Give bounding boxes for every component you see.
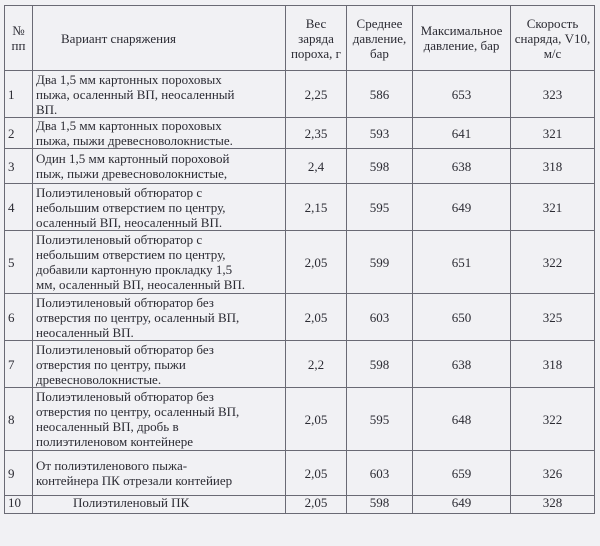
table-header-row bbox=[5, 6, 595, 71]
header-average-pressure: Среднее давление, бар bbox=[347, 6, 413, 71]
row-avg-pressure: 599 bbox=[347, 231, 413, 294]
row-velocity: 328 bbox=[511, 496, 595, 514]
header-charge-weight: Вес заряда пороха, г bbox=[286, 6, 347, 71]
row-max-pressure: 638 bbox=[413, 149, 511, 184]
table-row bbox=[5, 71, 595, 118]
table-row bbox=[5, 118, 595, 149]
row-charge: 2,25 bbox=[286, 71, 347, 118]
row-number: 2 bbox=[5, 118, 33, 149]
row-number: 8 bbox=[5, 388, 33, 451]
table-row bbox=[5, 388, 595, 451]
row-max-pressure: 653 bbox=[413, 71, 511, 118]
row-velocity: 323 bbox=[511, 71, 595, 118]
row-number: 4 bbox=[5, 184, 33, 231]
header-num: № пп bbox=[5, 6, 33, 71]
table-row bbox=[5, 341, 595, 388]
row-max-pressure: 649 bbox=[413, 496, 511, 514]
row-velocity: 318 bbox=[511, 341, 595, 388]
row-charge: 2,05 bbox=[286, 231, 347, 294]
row-number: 10 bbox=[5, 496, 33, 514]
row-max-pressure: 641 bbox=[413, 118, 511, 149]
row-velocity: 326 bbox=[511, 451, 595, 496]
row-avg-pressure: 598 bbox=[347, 149, 413, 184]
row-charge: 2,15 bbox=[286, 184, 347, 231]
row-number: 7 bbox=[5, 341, 33, 388]
row-number: 5 bbox=[5, 231, 33, 294]
row-charge: 2,05 bbox=[286, 496, 347, 514]
row-charge: 2,05 bbox=[286, 388, 347, 451]
row-avg-pressure: 595 bbox=[347, 184, 413, 231]
header-velocity: Скорость снаряда, V10, м/с bbox=[511, 6, 595, 71]
row-charge: 2,2 bbox=[286, 341, 347, 388]
row-variant: Полиэтиленовый ПК bbox=[33, 496, 286, 514]
row-avg-pressure: 598 bbox=[347, 341, 413, 388]
row-max-pressure: 651 bbox=[413, 231, 511, 294]
row-max-pressure: 659 bbox=[413, 451, 511, 496]
row-max-pressure: 649 bbox=[413, 184, 511, 231]
row-velocity: 321 bbox=[511, 184, 595, 231]
row-variant: Полиэтиленовый обтюратор с небольшим отверстием по центру, осаленный ВП, неосаленный ВП. bbox=[33, 184, 286, 231]
row-max-pressure: 650 bbox=[413, 294, 511, 341]
row-variant: От полиэтиленового пыжа- контейнера ПК отрезали контейиер bbox=[33, 451, 286, 496]
row-avg-pressure: 586 bbox=[347, 71, 413, 118]
table-row bbox=[5, 149, 595, 184]
row-number: 1 bbox=[5, 71, 33, 118]
table-row bbox=[5, 184, 595, 231]
header-max-pressure: Максимальное давление, бар bbox=[413, 6, 511, 71]
table-row bbox=[5, 451, 595, 496]
row-number: 6 bbox=[5, 294, 33, 341]
row-number: 9 bbox=[5, 451, 33, 496]
row-variant: Полиэтиленовый обтюратор без отверстия по центру, осаленный ВП, неосаленный ВП, дробь в полиэтиленовом контейнере bbox=[33, 388, 286, 451]
header-variant: Вариант снаряжения bbox=[33, 6, 286, 71]
row-variant: Полиэтиленовый обтюратор с небольшим отверстием по центру, добавили картонную прокладку 1,5 мм, осаленный ВП, неосаленный ВП. bbox=[33, 231, 286, 294]
row-charge: 2,05 bbox=[286, 451, 347, 496]
row-charge: 2,35 bbox=[286, 118, 347, 149]
row-velocity: 318 bbox=[511, 149, 595, 184]
row-variant: Один 1,5 мм картонный пороховой пыж, пыжи древесноволокнистые, bbox=[33, 149, 286, 184]
row-variant: Полиэтиленовый обтюратор без отверстия по центру, осаленный ВП, неосаленный ВП. bbox=[33, 294, 286, 341]
row-velocity: 322 bbox=[511, 388, 595, 451]
row-variant: Два 1,5 мм картонных пороховых пыжа, осаленный ВП, неосаленный ВП. bbox=[33, 71, 286, 118]
row-max-pressure: 648 bbox=[413, 388, 511, 451]
row-avg-pressure: 598 bbox=[347, 496, 413, 514]
table-row bbox=[5, 231, 595, 294]
row-variant: Два 1,5 мм картонных пороховых пыжа, пыжи древесноволокнистые. bbox=[33, 118, 286, 149]
row-velocity: 321 bbox=[511, 118, 595, 149]
row-charge: 2,4 bbox=[286, 149, 347, 184]
row-charge: 2,05 bbox=[286, 294, 347, 341]
table-row bbox=[5, 294, 595, 341]
row-max-pressure: 638 bbox=[413, 341, 511, 388]
row-avg-pressure: 603 bbox=[347, 294, 413, 341]
row-velocity: 322 bbox=[511, 231, 595, 294]
loading-results-table bbox=[4, 5, 595, 514]
table-row bbox=[5, 496, 595, 514]
row-number: 3 bbox=[5, 149, 33, 184]
row-avg-pressure: 603 bbox=[347, 451, 413, 496]
row-velocity: 325 bbox=[511, 294, 595, 341]
row-variant: Полиэтиленовый обтюратор без отверстия по центру, пыжи древесноволокнистые. bbox=[33, 341, 286, 388]
row-avg-pressure: 595 bbox=[347, 388, 413, 451]
row-avg-pressure: 593 bbox=[347, 118, 413, 149]
